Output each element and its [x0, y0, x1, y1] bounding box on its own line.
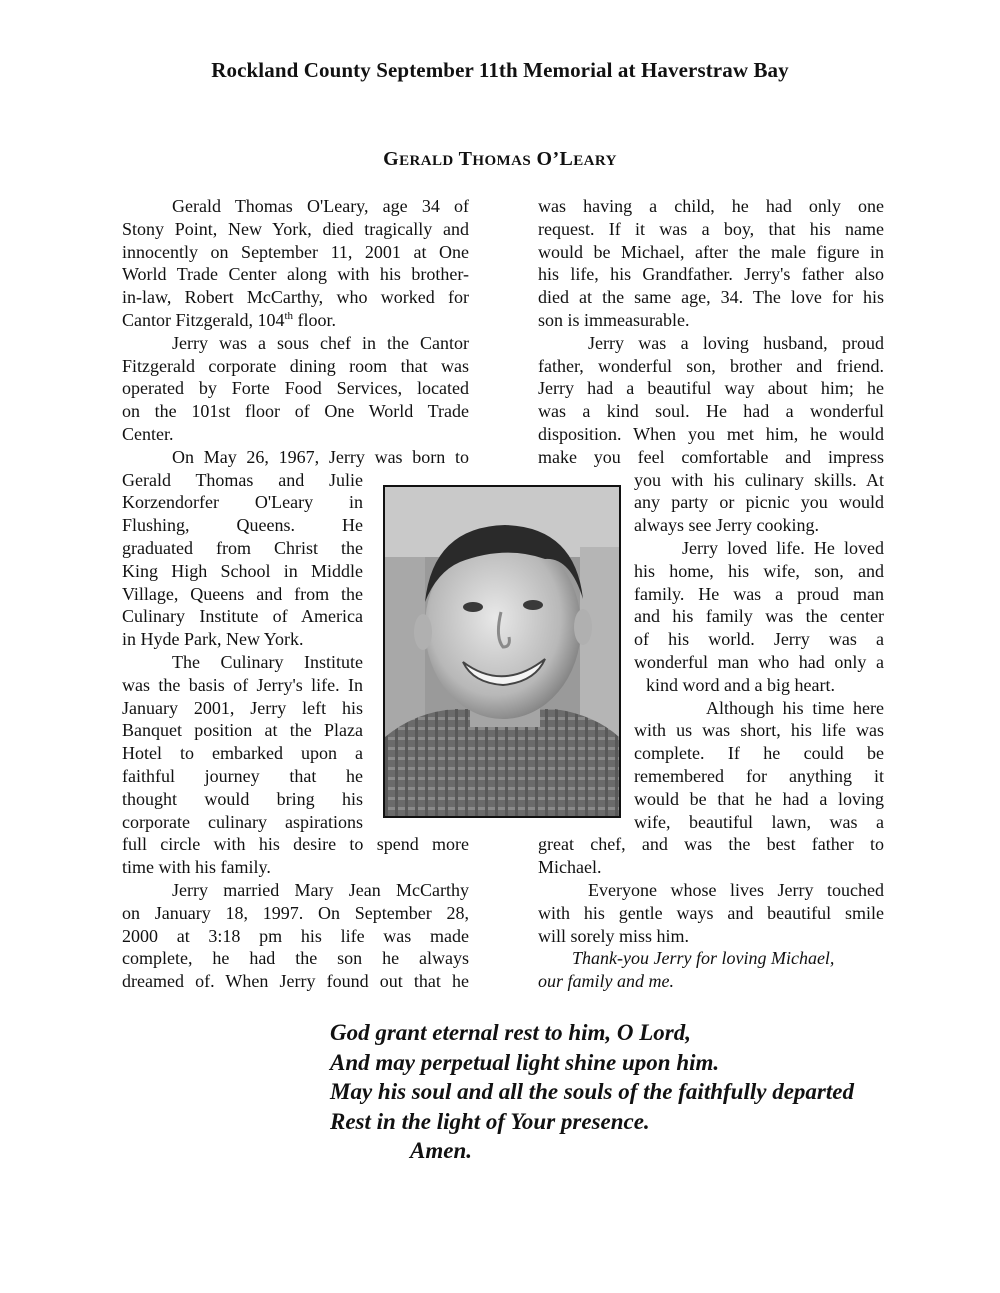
text-line: wife, beautiful lawn, was a	[634, 811, 884, 832]
text-line: any party or picnic you would	[634, 492, 884, 513]
text-line: thought would bring his	[122, 788, 363, 809]
text-line: his life, his Grandfather. Jerry's father also	[538, 264, 884, 285]
text-fragment: floor.	[293, 309, 337, 330]
text-line: 2000 at 3:18 pm his life was made	[122, 925, 469, 946]
closing-line: our family and me.	[538, 971, 674, 992]
text-line: full circle with his desire to spend more	[122, 834, 469, 855]
closing-line: Thank-you Jerry for loving Michael,	[572, 948, 835, 969]
text-line: On May 26, 1967, Jerry was born to	[172, 446, 469, 467]
text-line: Center.	[122, 423, 174, 444]
text-line: King High School in Middle	[122, 560, 363, 581]
text-line: Jerry loved life. He loved	[682, 537, 884, 558]
text-line: Gerald Thomas and Julie	[122, 469, 363, 490]
text-line: make you feel comfortable and impress	[538, 446, 884, 467]
text-line: great chef, and was the best father to	[538, 834, 884, 855]
text-line: operated by Forte Food Services, located	[122, 378, 469, 399]
text-line: dreamed of. When Jerry found out that he	[122, 971, 469, 992]
text-line: with us was short, his life was	[634, 720, 884, 741]
text-line: Jerry was a loving husband, proud	[588, 332, 884, 353]
name-initial: G	[383, 148, 400, 170]
text-line: Jerry had a beautiful way about him; he	[538, 378, 884, 399]
person-name-title	[0, 148, 1000, 171]
text-line: family. He was a proud man	[634, 583, 884, 604]
text-line: in-law, Robert McCarthy, who worked for	[122, 287, 469, 308]
memorial-header-title: Rockland County September 11th Memorial at Haverstraw Bay	[211, 58, 789, 82]
text-line: corporate culinary aspirations	[122, 811, 363, 832]
text-line: Jerry married Mary Jean McCarthy	[172, 879, 469, 900]
text-line: son is immeasurable.	[538, 309, 690, 330]
text-line: disposition. When you met him, he would	[538, 423, 884, 444]
name-initial: T	[453, 148, 473, 170]
text-line: you with his culinary skills. At	[634, 469, 884, 490]
memorial-prayer	[330, 1018, 854, 1166]
text-line: request. If it was a boy, that his name	[538, 218, 884, 239]
text-line: remembered for anything it	[634, 765, 884, 786]
ordinal-suffix: th	[284, 309, 294, 322]
prayer-line: Rest in the light of Your presence.	[330, 1108, 650, 1134]
text-line: with his gentle ways and beautiful smile	[538, 902, 884, 923]
text-line: Hotel to embarked upon a	[122, 743, 363, 764]
prayer-amen: Amen.	[410, 1138, 472, 1163]
name-rest: EARY	[573, 153, 617, 169]
text-line: Flushing, Queens. He	[122, 515, 363, 536]
text-line: Gerald Thomas O'Leary, age 34 of	[172, 196, 469, 216]
text-line: innocently on September 11, 2001 at One	[122, 241, 469, 262]
text-line: January 2001, Jerry left his	[122, 697, 363, 718]
text-line: The Culinary Institute	[172, 651, 363, 672]
prayer-line: God grant eternal rest to him, O Lord,	[330, 1020, 692, 1045]
prayer-line: And may perpetual light shine upon him.	[330, 1049, 720, 1075]
text-line: of his world. Jerry was a	[634, 629, 884, 650]
text-line: and his family was the center	[634, 606, 884, 627]
text-fragment: Cantor Fitzgerald, 104	[122, 309, 285, 330]
text-line: Everyone whose lives Jerry touched	[588, 879, 884, 900]
text-line: faithful journey that he	[122, 765, 363, 786]
text-line: World Trade Center along with his brother-	[122, 264, 469, 285]
text-line: always see Jerry cooking.	[634, 515, 819, 536]
text-line: was having a child, he had only one	[538, 196, 884, 216]
name-rest: ERALD	[399, 153, 454, 169]
text-line: complete, he had the son he always	[122, 948, 469, 969]
text-line: would be Michael, after the male figure in	[538, 241, 884, 262]
text-line: in Hyde Park, New York.	[122, 629, 304, 650]
text-line: on the 101st floor of One World Trade	[122, 401, 469, 422]
text-line: was the basis of Jerry's life. In	[122, 674, 363, 695]
text-line: would be that he had a loving	[634, 788, 884, 809]
text-line: kind word and a big heart.	[646, 674, 835, 695]
text-line: Village, Queens and from the	[122, 583, 363, 604]
text-line: Although his time here	[706, 697, 884, 718]
text-line: was a kind soul. He had a wonderful	[538, 401, 884, 422]
text-line: complete. If he could be	[634, 743, 884, 764]
text-line: Stony Point, New York, died tragically and	[122, 218, 469, 239]
text-line: time with his family.	[122, 857, 271, 878]
text-line: father, wonderful son, brother and friend.	[538, 355, 884, 376]
text-line: Jerry was a sous chef in the Cantor	[172, 332, 469, 353]
text-line: on January 18, 1997. On September 28,	[122, 902, 469, 923]
text-line	[122, 309, 469, 332]
text-line: his home, his wife, son, and	[634, 560, 884, 581]
text-line: will sorely miss him.	[538, 925, 690, 946]
prayer-line: May his soul and all the souls of the faithfully departed	[330, 1079, 854, 1104]
text-line: graduated from Christ the	[122, 537, 363, 558]
text-line: Michael.	[538, 857, 602, 878]
text-line: Korzendorfer O'Leary in	[122, 492, 363, 513]
name-rest: HOMAS	[472, 153, 532, 169]
text-line: Culinary Institute of America	[122, 606, 363, 627]
text-line: Fitzgerald corporate dining room that was	[122, 355, 469, 376]
text-line: wonderful man who had only a	[634, 651, 884, 672]
right-text-column	[538, 195, 884, 993]
name-initial: O’L	[531, 148, 574, 170]
text-line: Banquet position at the Plaza	[122, 720, 363, 741]
text-line: died at the same age, 34. The love for his	[538, 287, 884, 308]
